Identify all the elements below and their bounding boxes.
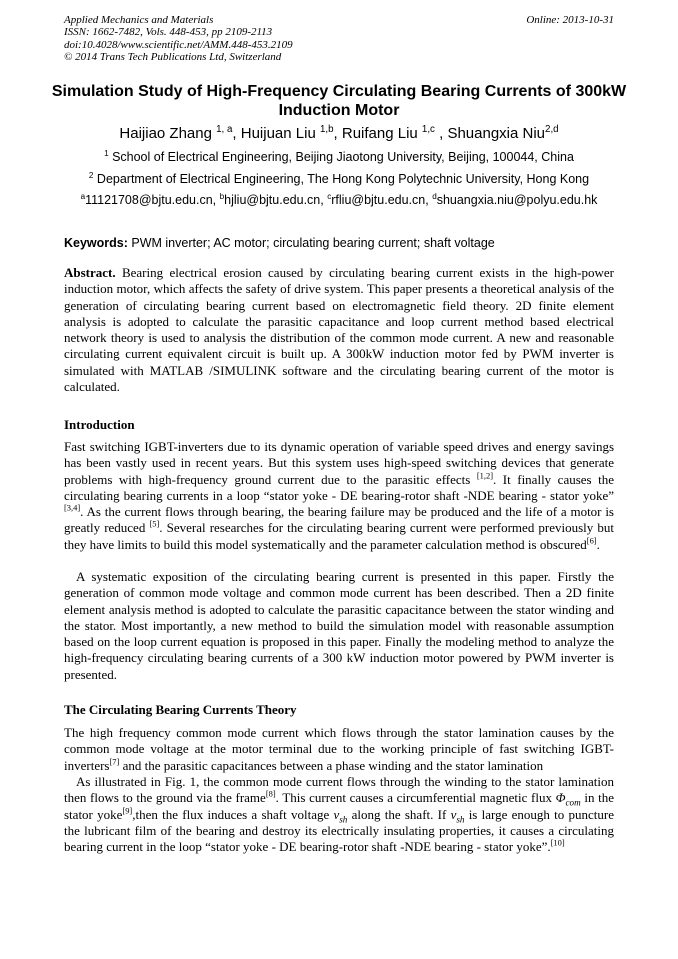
- paragraph: [64, 774, 614, 855]
- section-heading-theory: The Circulating Bearing Currents Theory: [64, 702, 297, 717]
- text-run: v: [333, 806, 340, 822]
- text-run: Φ: [555, 790, 566, 806]
- citation: [7]: [109, 756, 120, 767]
- citation: [8]: [265, 788, 276, 799]
- text-run: sh: [456, 814, 465, 825]
- citation: [1,2]: [476, 470, 494, 481]
- text-run: As illustrated in Fig. 1, the common mode current flows through the winding to the stator lamination then flows to the ground via the frame: [64, 774, 614, 806]
- text-run: sh: [339, 814, 348, 825]
- abstract: Abstract. Bearing electrical erosion caused by circulating bearing current exists in the high-power induction motor, which affects the safety of drive system. This paper presents a theoretical analysis of the generation of circulating bearing current based on electromagnetic field theory. 2D finite element analysis is adopted to calculate the parasitic capacitance and loop current method based electrical network theory is used to analysis the distribution of the common mode current. A new and reasonable circulating current equivalent circuit is built up. A 300kW induction motor fed by PWM inverter is simulated with MATLAB /SIMULINK software and the circulating bearing current of the motor is calculated.: [64, 265, 614, 395]
- citation: [5]: [149, 519, 160, 530]
- text-run: .: [596, 536, 600, 552]
- affiliation-2: $^2$ Department of Electrical Engineering, The Hong Kong Polytechnic University, Hong Kong: [88, 170, 590, 186]
- citation: [6]: [586, 535, 597, 546]
- text-run: . This current causes a circumferential magnetic flux: [275, 790, 556, 806]
- online-date: Online: 2013-10-31: [526, 14, 614, 26]
- text-run: Fast switching IGBT-inverters due to its dynamic operation of variable speed drives and energy savings has been vastly used in recent years. But this system uses high-speed switching devices that generate problems with high-frequency ground current due to the parasitic effects: [64, 439, 614, 487]
- author: Huijuan Liu $^{1,b}$,: [240, 124, 342, 142]
- email: 11121708@bjtu.edu.cn,: [85, 193, 220, 207]
- text-run: com: [565, 797, 581, 808]
- text-run: A systematic exposition of the circulating bearing current is presented in this paper. Firstly the generation of common mode voltage and common mode current has been described. Then a 2D finite element analysis method is adopted to calculate the parasitic capacitance between the stator winding and the stator. Most importantly, a new method to build the simulation model with reasonable assumption based on the loop current equation is proposed in this paper. Finally the modeling method to analyze the high-frequency circulating bearing currents of a 300 kW induction motor powered by PWM inverter is presented.: [64, 569, 614, 682]
- text-run: and the parasitic capacitances between a phase winding and the stator lamination: [119, 757, 544, 773]
- doi: doi:10.4028/www.scientific.net/AMM.448-453.2109: [64, 38, 293, 51]
- text-run: . It finally causes the circulating bearing currents in a loop “stator yoke - DE bearing-rotor shaft -NDE bearing - stator yoke”: [64, 471, 615, 503]
- text-run: in the stator yoke: [64, 790, 614, 822]
- section-heading-introduction: Introduction: [64, 417, 135, 432]
- author: Haijiao Zhang $^{1, a}$,: [119, 124, 241, 142]
- citation: [3,4]: [64, 502, 81, 513]
- text-run: is large enough to puncture the lubricant film of the bearing and destroy its electrically insulating properties, it causes a circulating bearing current in the loop “stator yoke - DE bearing-rotor shaft -NDE bearing - stator yoke”.: [64, 806, 614, 855]
- author: Shuangxia Niu$^{2,d}$: [447, 124, 559, 142]
- text-run: . As the current flows through bearing, the bearing failure may be produced and the life of a motor is greatly reduced: [64, 504, 614, 536]
- citation: [9]: [122, 805, 133, 816]
- affiliation-1: $^1$ School of Electrical Engineering, Beijing Jiaotong University, Beijing, 100044, China: [104, 148, 574, 164]
- author-emails: $^a$11121708@bjtu.edu.cn, $^b$hjliu@bjtu.edu.cn, $^c$rfliu@bjtu.edu.cn, $^d$shuangxia.niu@polyu.edu.hk: [80, 191, 598, 207]
- author: Ruifang Liu $^{1,c}$ ,: [341, 124, 448, 142]
- journal-name: Applied Mechanics and Materials: [64, 14, 214, 26]
- email: rfliu@bjtu.edu.cn,: [331, 193, 433, 207]
- citation: [10]: [550, 837, 565, 848]
- journal-header: [64, 14, 614, 63]
- copyright: © 2014 Trans Tech Publications Ltd, Switzerland: [64, 50, 282, 63]
- paragraph: [64, 439, 614, 553]
- email: hjliu@bjtu.edu.cn,: [224, 193, 328, 207]
- text-run: ,then the flux induces a shaft voltage: [132, 806, 334, 822]
- keywords: Keywords: PWM inverter; AC motor; circulating bearing current; shaft voltage: [64, 236, 495, 250]
- text-run: v: [450, 806, 457, 822]
- text-run: along the shaft. If: [347, 806, 451, 822]
- text-run: . Several researches for the circulating bearing current were performed previously but they have limits to build this model systematically and the parameter calculation method is obscured: [64, 520, 615, 552]
- issn: ISSN: 1662-7482, Vols. 448-453, pp 2109-2113: [64, 26, 273, 39]
- paper-title: Simulation Study of High-Frequency Circulating Bearing Currents of 300kW Induction Motor: [51, 83, 627, 119]
- paragraph: [64, 569, 614, 683]
- text-run: The high frequency common mode current which flows through the stator lamination causes by the common mode voltage at the motor terminal due to the working principle of fast switching IGBT-inverters: [64, 725, 614, 773]
- email: shuangxia.niu@polyu.edu.hk: [436, 193, 598, 207]
- paragraph: [64, 725, 614, 774]
- author-list: [40, 125, 638, 143]
